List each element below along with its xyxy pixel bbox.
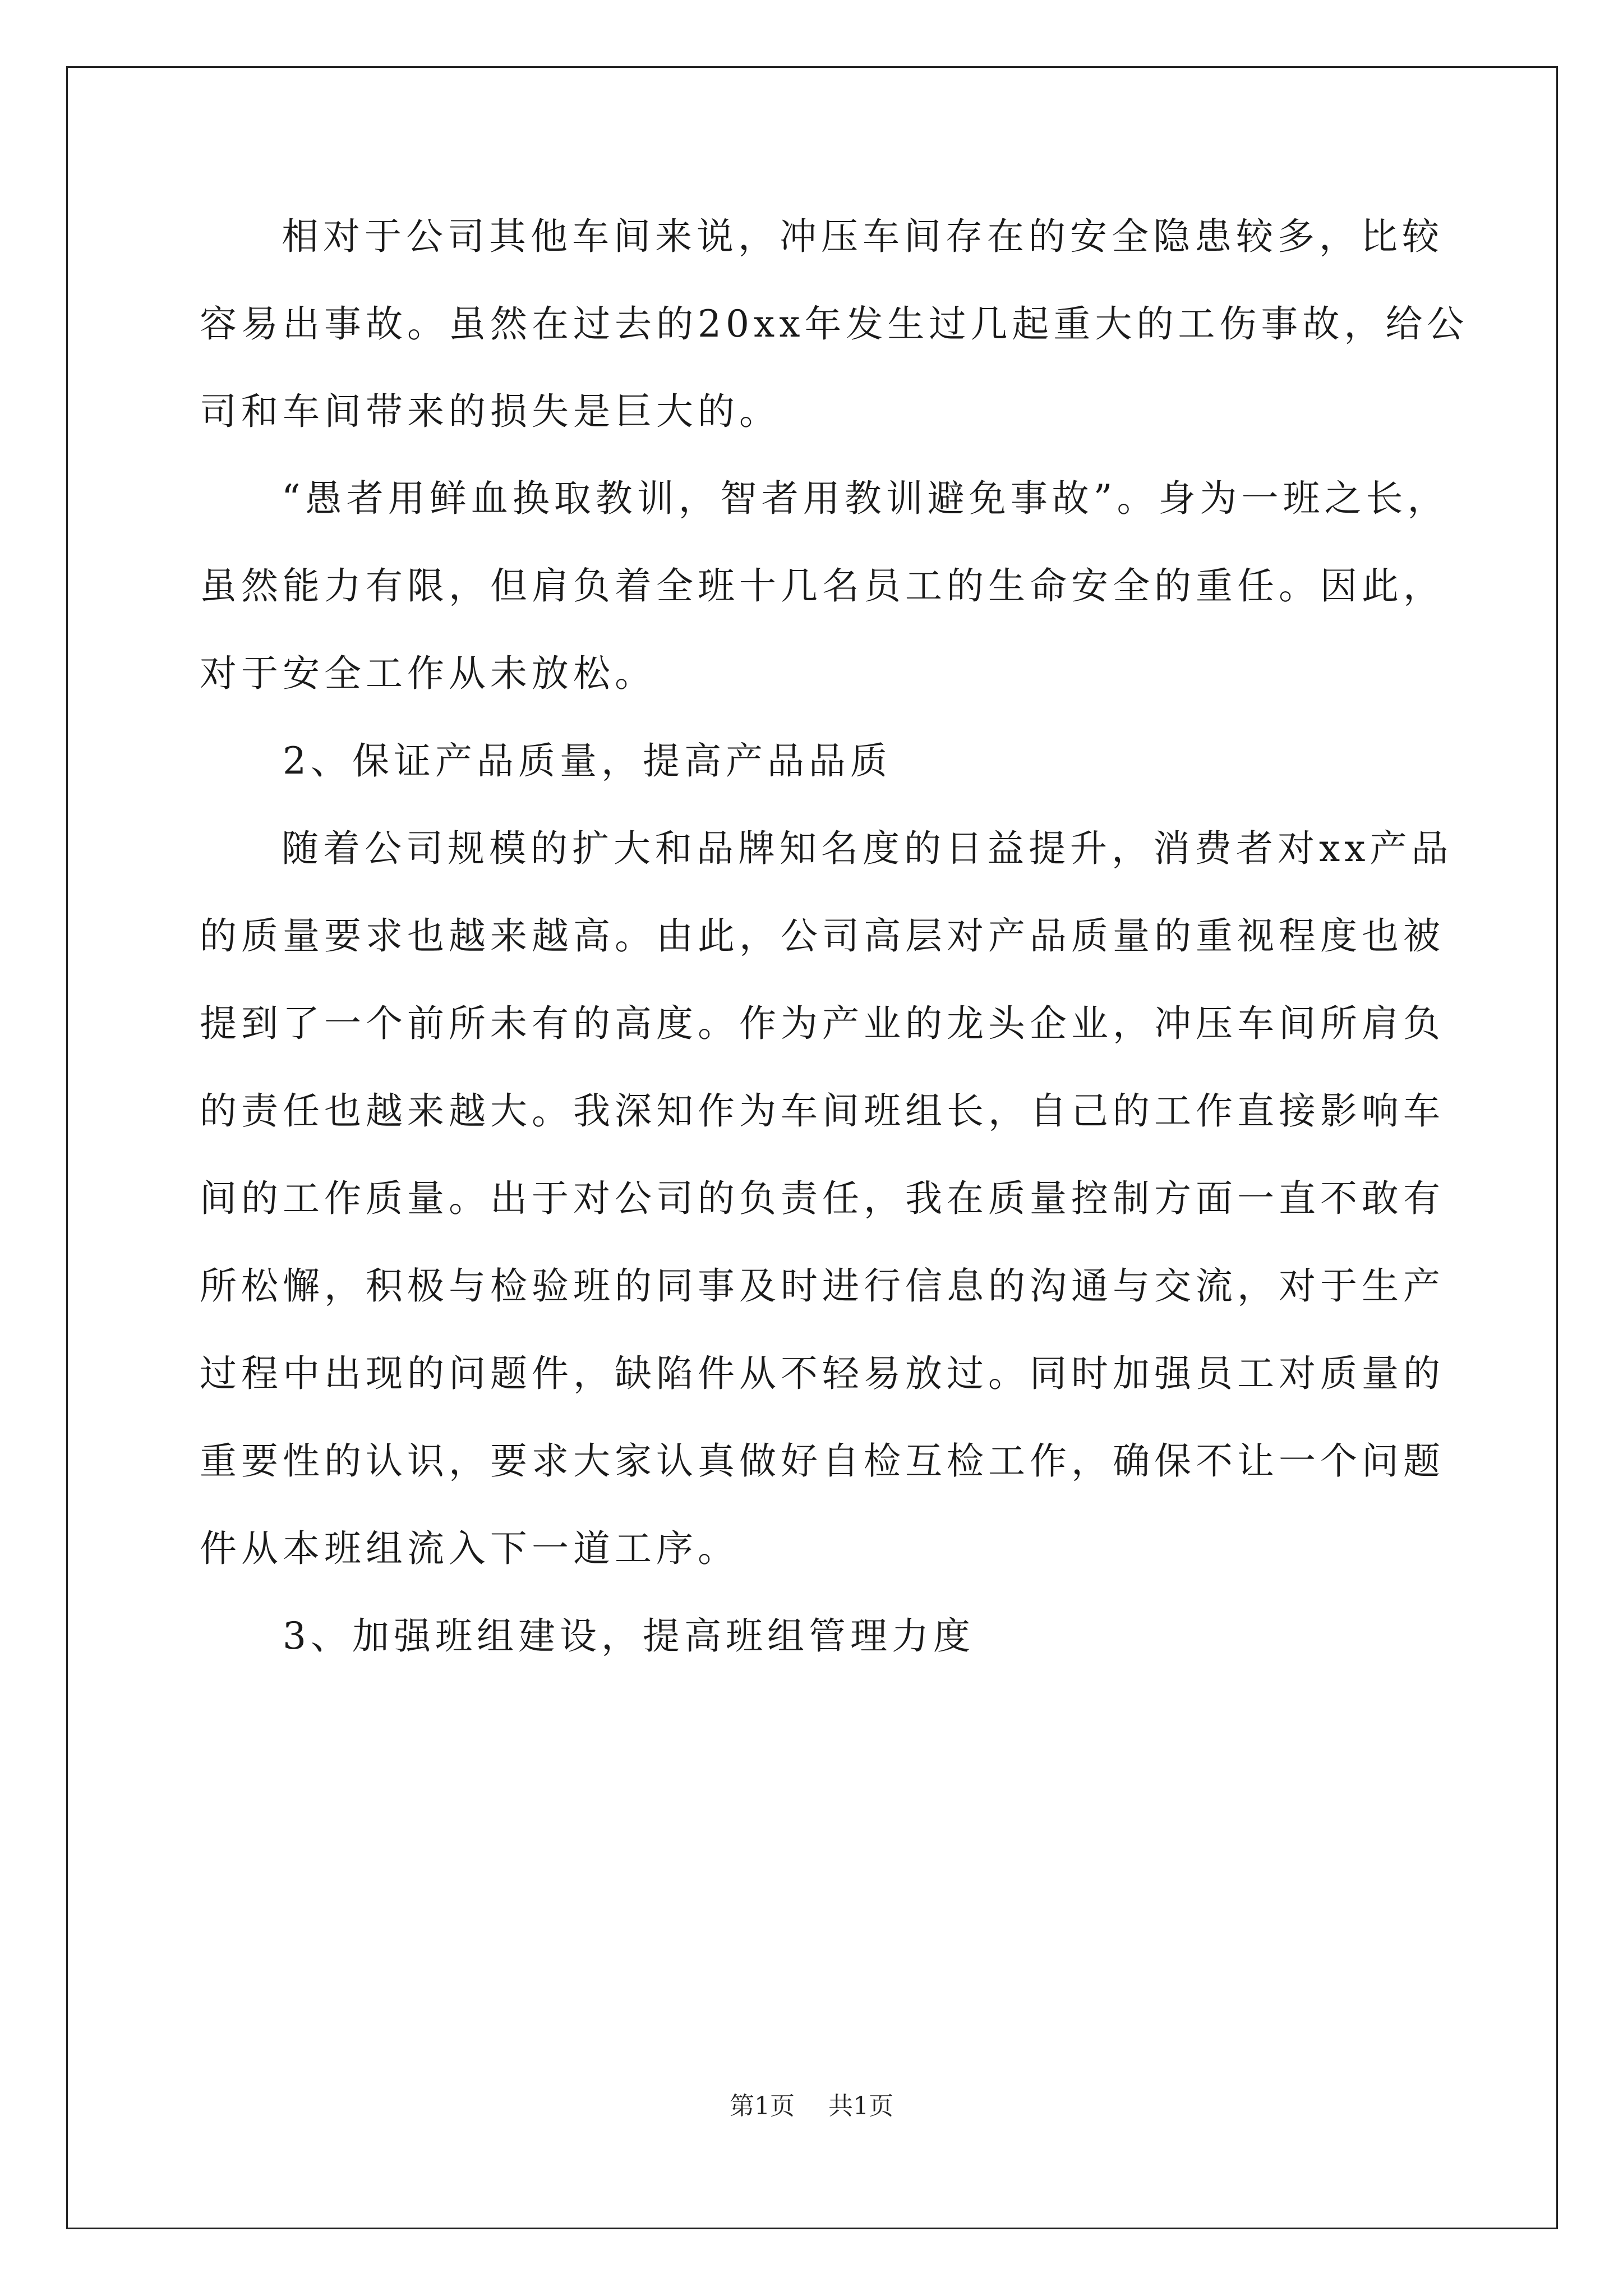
section-heading: 3、加强班组建设，提高班组管理力度 <box>283 1614 975 1658</box>
paragraph-line: 重要性的认识，要求大家认真做好自检互检工作，确保不让一个问题 <box>200 1439 1445 1483</box>
paragraph-line: 所松懈，积极与检验班的同事及时进行信息的沟通与交流，对于生产 <box>200 1264 1445 1308</box>
paragraph-line: 的质量要求也越来越高。由此，公司高层对产品质量的重视程度也被 <box>200 914 1445 958</box>
page-number: 第1页 <box>730 2092 795 2120</box>
paragraph-line: 司和车间带来的损失是巨大的。 <box>200 390 781 433</box>
paragraph-line: 随着公司规模的扩大和品牌知名度的日益提升，消费者对xx产品 <box>282 827 1453 870</box>
paragraph-line: 的责任也越来越大。我深知作为车间班组长，自己的工作直接影响车 <box>200 1089 1445 1133</box>
paragraph-line: 对于安全工作从未放松。 <box>200 652 656 695</box>
section-heading: 2、保证产品质量，提高产品品质 <box>283 739 892 783</box>
paragraph-line: “愚者用鲜血换取教训，智者用教训避免事故”。身为一班之长， <box>282 477 1449 520</box>
page-footer <box>0 2086 1623 2122</box>
paragraph-line: 虽然能力有限，但肩负着全班十几名员工的生命安全的重任。因此， <box>200 564 1445 608</box>
paragraph-line: 过程中出现的问题件，缺陷件从不轻易放过。同时加强员工对质量的 <box>200 1352 1445 1395</box>
paragraph-line: 间的工作质量。出于对公司的负责任，我在质量控制方面一直不敢有 <box>200 1177 1445 1220</box>
page-total: 共1页 <box>828 2092 893 2120</box>
paragraph-line: 容易出事故。虽然在过去的20xx年发生过几起重大的工伤事故，给公 <box>200 302 1469 346</box>
paragraph-line: 件从本班组流入下一道工序。 <box>200 1527 739 1570</box>
paragraph-line: 提到了一个前所未有的高度。作为产业的龙头企业，冲压车间所肩负 <box>200 1002 1445 1045</box>
paragraph-line: 相对于公司其他车间来说，冲压车间存在的安全隐患较多，比较 <box>282 215 1444 258</box>
